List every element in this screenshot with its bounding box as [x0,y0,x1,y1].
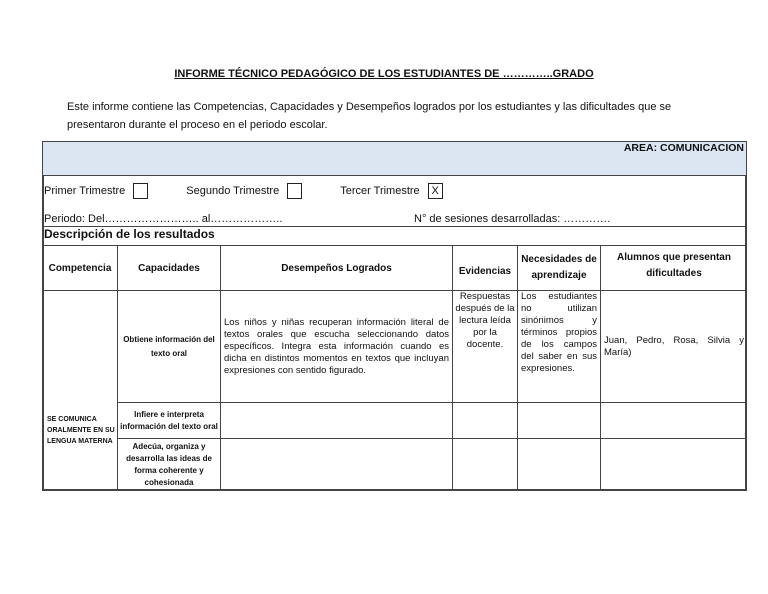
capacidad-cell: Adecúa, organiza y desarrolla las ideas de forma coherente y cohesionada [126,441,212,487]
trimestre-1-label: Primer Trimestre [44,185,126,197]
trimestre-2-checkbox[interactable] [287,183,302,199]
periodo-field: Periodo: Del…………………….. al……………….. [44,213,283,225]
trimestre-2-label: Segundo Trimestre [186,185,280,197]
header-alumnos: Alumnos que presentan dificultades [617,252,731,279]
capacidad-cell: Obtiene información del texto oral [123,334,215,358]
desempeno-cell: Los niños y niñas recuperan información literal de textos orales que escucha seleccionando datos específicos. Integra esta información cuando es dicha en distintos momentos en textos que incluyan expresiones con sentido figurado. [224,316,449,376]
trimestre-1-checkbox[interactable] [133,183,148,199]
area-header [43,142,746,176]
trimestre-row [44,183,481,199]
header-evidencias: Evidencias [458,265,512,277]
area-label: AREA: COMUNICACION [623,142,744,154]
header-desempenos: Desempeños Logrados [281,262,392,274]
header-competencia: Competencia [48,262,112,274]
evidencia-cell: Respuestas después de la lectura leída por la docente. [455,291,515,350]
necesidad-cell: Los estudiantes no utilizan sinónimos y términos propios de los campos del saber en sus expresiones. [521,291,597,374]
header-capacidades: Capacidades [138,262,200,274]
descripcion-heading: Descripción de los resultados [44,227,215,241]
competencia-cell: SE COMUNICA ORALMENTE EN SU LENGUA MATERNA [47,416,115,445]
sesiones-field: N° de sesiones desarrolladas: …………. [414,213,611,225]
trimestre-3-checkbox[interactable]: X [428,183,443,199]
trimestre-3-label: Tercer Trimestre [340,185,420,197]
report-title: INFORME TÉCNICO PEDAGÓGICO DE LOS ESTUDIANTES DE …………..GRADO [174,68,594,80]
alumnos-cell: Juan, Pedro, Rosa, Silvia y María) [604,334,744,358]
header-necesidades: Necesidades de aprendizaje [521,254,597,281]
intro-text: Este informe contiene las Competencias, Capacidades y Desempeños logrados por los estudiantes y las dificultades que se presentaron durante el proceso en el periodo escolar. [67,101,672,131]
capacidad-cell: Infiere e interpreta información del texto oral [120,409,218,431]
